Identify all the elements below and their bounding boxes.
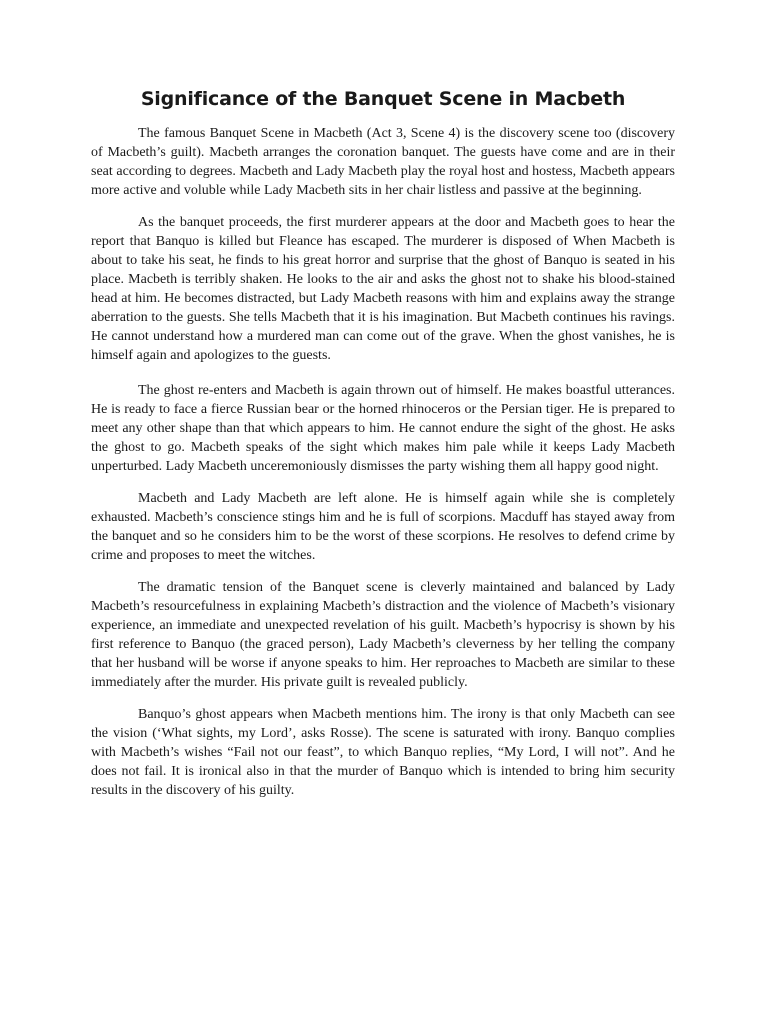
paragraph-6: Banquo’s ghost appears when Macbeth mentions him. The irony is that only Macbeth can see the vision (‘What sights, my Lord’, asks Rosse). The scene is saturated with irony. Banquo complies with Macbeth’s wishes “Fail not our feast”, to which Banquo replies, “My Lord, I will not”. And he does not fail. It is ironical also in that the murder of Banquo which is intended to bring him security results in the discovery of his guilty. — [91, 707, 675, 798]
paragraph-3: The ghost re-enters and Macbeth is again thrown out of himself. He makes boastful utterances. He is ready to face a fierce Russian bear or the horned rhinoceros or the Persian tiger. He is prepared to meet any other shape than that which appears to him. He cannot endure the sight of the ghost. He asks the ghost to go. Macbeth speaks of the sight which makes him pale while it keeps Lady Macbeth unperturbed. Lady Macbeth unceremoniously dismisses the party wishing them all happy good night. — [91, 383, 675, 474]
paragraph-2: As the banquet proceeds, the first murderer appears at the door and Macbeth goes to hear the report that Banquo is killed but Fleance has escaped. The murderer is disposed of When Macbeth is about to take his seat, he finds to his great horror and surprise that the ghost of Banquo is seated in his place. Macbeth is terribly shaken. He looks to the air and asks the ghost not to shake his blood-stained head at him. He becomes distracted, but Lady Macbeth reasons with him and explains away the strange aberration to the guests. She tells Macbeth that it is his imagination. But Macbeth continues his ravings. He cannot understand how a murdered man can come out of the grave. When the ghost vanishes, he is himself again and apologizes to the guests. — [91, 215, 675, 363]
document-page — [91, 88, 675, 813]
page-title: Significance of the Banquet Scene in Macbeth — [140, 88, 626, 110]
paragraph-4: Macbeth and Lady Macbeth are left alone. He is himself again while she is completely exhausted. Macbeth’s conscience stings him and he is full of scorpions. Macduff has stayed away from the banquet and so he considers him to be the worst of these scorpions. He resolves to defend crime by crime and proposes to meet the witches. — [91, 491, 675, 563]
paragraph-1: The famous Banquet Scene in Macbeth (Act 3, Scene 4) is the discovery scene too (discovery of Macbeth’s guilt). Macbeth arranges the coronation banquet. The guests have come and are in their seat according to degrees. Macbeth and Lady Macbeth play the royal host and hostess, Macbeth appears more active and voluble while Lady Macbeth sits in her chair listless and passive at the beginning. — [91, 126, 675, 198]
paragraph-5: The dramatic tension of the Banquet scene is cleverly maintained and balanced by Lady Macbeth’s resourcefulness in explaining Macbeth’s distraction and the violence of Macbeth’s visionary experience, an immediate and unexpected revelation of his guilt. Macbeth’s hypocrisy is shown by his first reference to Banquo (the graced person), Lady Macbeth’s cleverness by her telling the company that her husband will be worse if anyone speaks to him. Her reproaches to Macbeth are similar to these immediately after the murder. His private guilt is revealed publicly. — [91, 580, 675, 690]
